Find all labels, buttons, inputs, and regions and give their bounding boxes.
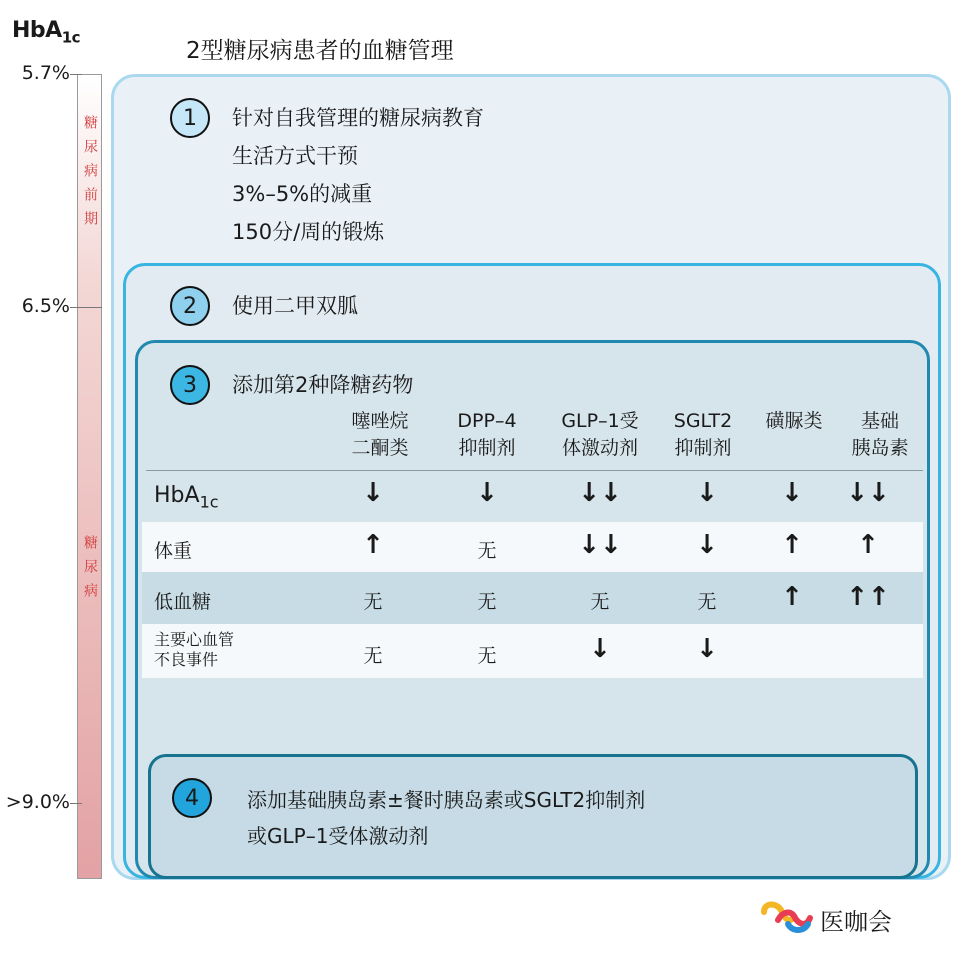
step-1-line: 生活方式干预: [232, 144, 358, 168]
col-header-glp1: GLP–1受 体激动剂: [561, 410, 639, 459]
table-cell: 无: [363, 591, 383, 613]
tick-6-5: [70, 307, 102, 308]
step-4-line: 添加基础胰岛素±餐时胰岛素或SGLT2抑制剂: [247, 788, 646, 812]
table-cell: 无: [697, 591, 717, 613]
step-3-text: 添加第2种降糖药物: [232, 373, 414, 397]
logo-text: 医咖会: [820, 908, 892, 936]
step-1-text: [232, 99, 484, 251]
table-cell: 无: [590, 591, 610, 613]
table-cell: ↓↓: [846, 478, 890, 508]
col-header-basal-insulin: 基础 胰岛素: [851, 410, 909, 459]
table-cell: ↑: [362, 530, 384, 560]
step-1-line: 150分/周的锻炼: [232, 220, 385, 244]
table-cell: ↓↓: [578, 530, 622, 560]
tick-label-9-0: >9.0%: [5, 791, 70, 813]
row-label-mace: 主要心血管 不良事件: [154, 630, 235, 669]
table-cell: ↑↑: [846, 582, 890, 612]
step-2-badge: 2: [170, 286, 210, 326]
table-cell: ↑: [781, 530, 803, 560]
table-cell: ↓: [696, 478, 718, 508]
table-cell: ↓: [696, 634, 718, 664]
link-chain-icon: [758, 898, 814, 942]
row-label-hypoglycemia: 低血糖: [154, 591, 212, 613]
step-4-text: [247, 782, 645, 854]
col-header-tzd: 噻唑烷 二酮类: [351, 410, 409, 459]
table-header-divider: [146, 470, 923, 471]
table-cell: 无: [477, 645, 497, 667]
col-header-sulfonylurea: 磺脲类: [765, 410, 823, 432]
diabetes-label: 糖尿病: [82, 535, 98, 607]
tick-label-5-7: 5.7%: [21, 62, 70, 84]
prediabetes-label: 糖尿病前期: [82, 115, 98, 235]
step-1-badge: 1: [170, 98, 210, 138]
hba1c-scale-heading: HbA$_{1c}$: [12, 18, 81, 47]
step-2-text: 使用二甲双胍: [232, 294, 358, 318]
row-label-hba1c: HbA$_{1c}$: [154, 483, 219, 512]
table-cell: ↑: [857, 530, 879, 560]
table-cell: ↓: [476, 478, 498, 508]
row-band-mace: [142, 624, 923, 678]
table-cell: ↓: [781, 478, 803, 508]
step-1-line: 3%–5%的减重: [232, 182, 373, 206]
col-header-dpp4: DPP–4 抑制剂: [457, 410, 517, 459]
table-cell: ↓: [589, 634, 611, 664]
tick-label-6-5: 6.5%: [21, 295, 70, 317]
table-cell: 无: [363, 645, 383, 667]
step-4-line: 或GLP–1受体激动剂: [247, 824, 429, 848]
table-cell: ↓: [696, 530, 718, 560]
table-cell: ↓: [362, 478, 384, 508]
tick-9-0: [70, 803, 82, 804]
step-4-badge: 4: [172, 778, 212, 818]
col-header-sglt2: SGLT2 抑制剂: [673, 410, 733, 459]
step-3-badge: 3: [170, 365, 210, 405]
diagram-title: 2型糖尿病患者的血糖管理: [186, 38, 454, 64]
table-cell: ↑: [781, 582, 803, 612]
table-cell: 无: [477, 540, 497, 562]
step-1-line: 针对自我管理的糖尿病教育: [232, 106, 484, 130]
table-cell: 无: [477, 591, 497, 613]
tick-5-7: [70, 74, 82, 75]
row-label-weight: 体重: [154, 540, 193, 562]
table-cell: ↓↓: [578, 478, 622, 508]
